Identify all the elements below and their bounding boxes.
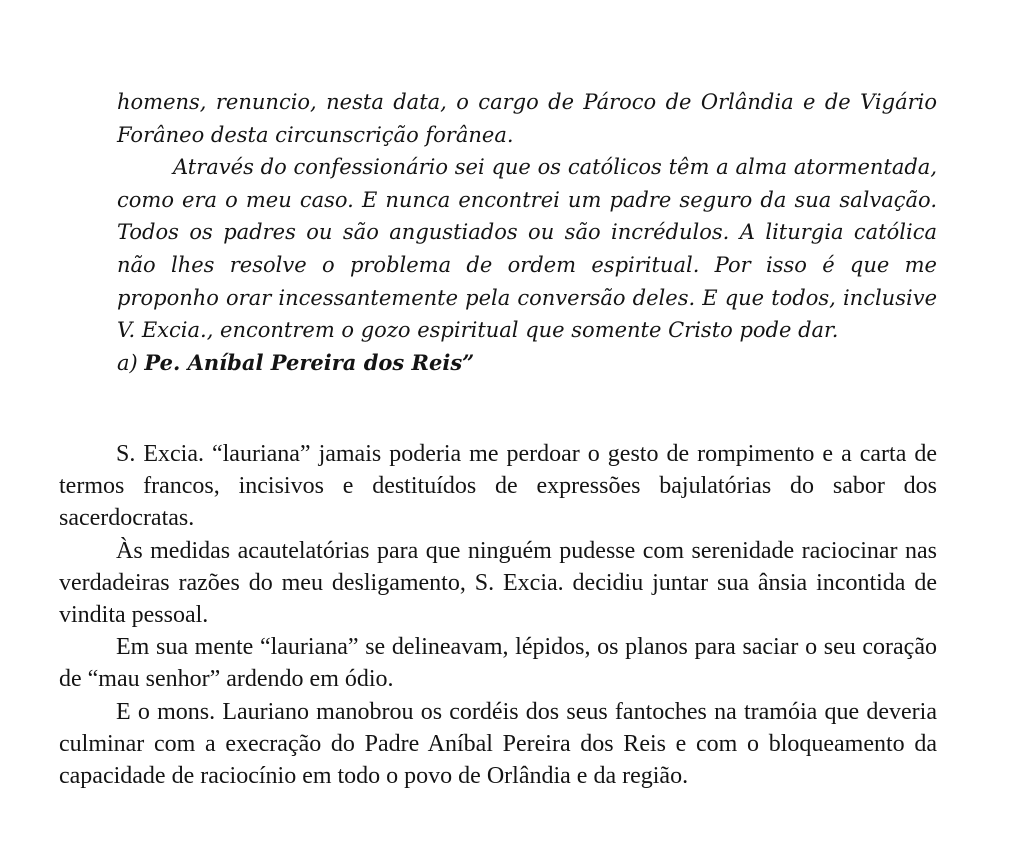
signature-name: Pe. Aníbal Pereira dos Reis” bbox=[144, 349, 475, 375]
body-paragraph: S. Excia. “lauriana” jamais poderia me perdoar o gesto de rompimento e a carta de termos francos, incisivos e destituídos de expressões bajulatórias do sabor dos sacerdocratas. bbox=[59, 441, 937, 532]
letter-signature bbox=[117, 347, 937, 380]
quote-paragraph-1: homens, renuncio, nesta data, o cargo de Pároco de Orlândia e de Vigário Forâneo desta circunscrição forânea. bbox=[117, 90, 937, 147]
quoted-letter bbox=[117, 86, 937, 379]
body-text bbox=[59, 438, 937, 792]
body-paragraph: Em sua mente “lauriana” se delineavam, lépidos, os planos para saciar o seu coração de “mau senhor” ardendo em ódio. bbox=[59, 634, 937, 693]
signature-prefix: a) bbox=[117, 350, 138, 375]
quote-paragraph-2: Através do confessionário sei que os católicos têm a alma atormentada, como era o meu caso. E nunca encontrei um padre seguro da sua salvação. Todos os padres ou são angustiados ou são incrédulos. A liturgia católica não lhes resolve o problema de ordem espiritual. Por isso é que me proponho orar incessantemente pela conversão deles. E que todos, inclusive V. Excia., encontrem o gozo espiritual que somente Cristo pode dar. bbox=[117, 155, 937, 343]
body-paragraph: E o mons. Lauriano manobrou os cordéis dos seus fantoches na tramóia que deveria culminar com a execração do Padre Aníbal Pereira dos Reis e com o bloqueamento da capacidade de raciocínio em todo o povo de Orlândia e da região. bbox=[59, 698, 937, 790]
body-paragraph: Às medidas acautelatórias para que ninguém pudesse com serenidade raciocinar nas verdadeiras razões do meu desligamento, S. Excia. decidiu juntar sua ânsia incontida de vindita pessoal. bbox=[59, 537, 937, 629]
